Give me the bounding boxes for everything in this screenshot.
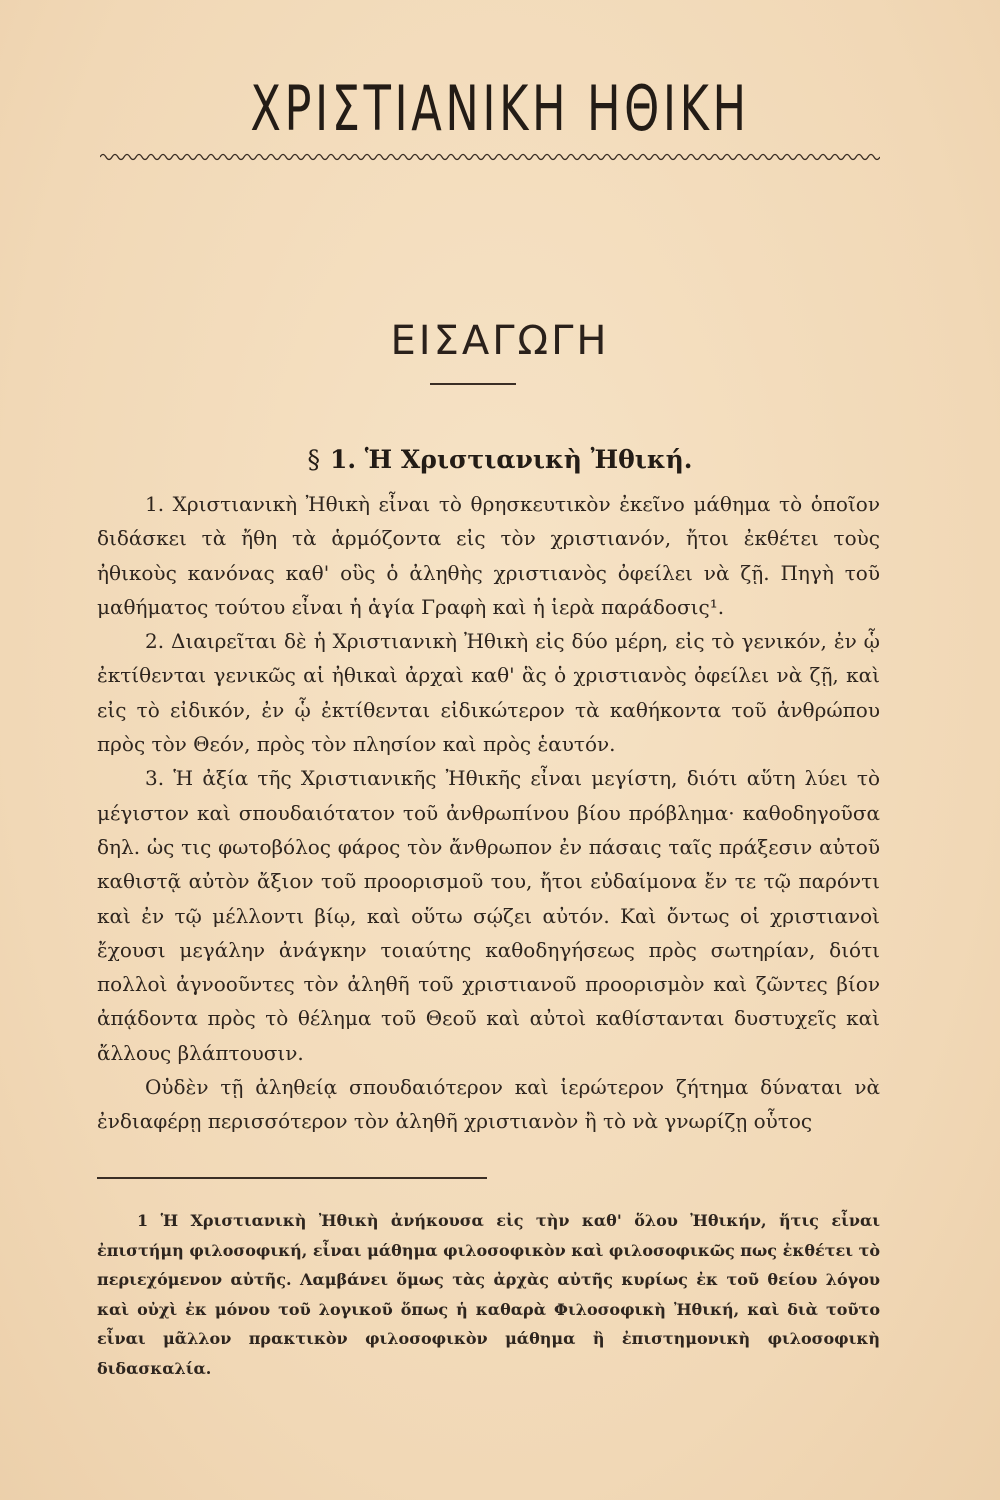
footnote-divider [97, 1177, 487, 1179]
footnote [97, 1206, 880, 1384]
page-title: ΧΡΙΣΤΙΑΝΙΚΗ ΗΘΙΚΗ [250, 72, 750, 145]
heading-divider [430, 383, 516, 385]
wavy-ornamental-rule [100, 150, 880, 164]
paragraph-1: 1. Χριστιανικὴ Ἠθικὴ εἶναι τὸ θρησκευτικὸν ἐκεῖνο μάθημα τὸ ὁποῖον διδάσκει τὰ ἤθη τὰ ἁρμόζοντα εἰς τὸν χριστιανόν, ἤτοι ἐκθέτει τοὺς ἠθικοὺς κανόνας καθ' οὓς ὁ ἀληθὴς χριστιανὸς ὀφείλει νὰ ζῇ. Πηγὴ τοῦ μαθήματος τούτου εἶναι ἡ ἁγία Γραφὴ καὶ ἡ ἱερὰ παράδοσις¹. [97, 492, 880, 619]
paragraph-2: 2. Διαιρεῖται δὲ ἡ Χριστιανικὴ Ἠθικὴ εἰς δύο μέρη, εἰς τὸ γενικόν, ἐν ᾧ ἐκτίθενται γενικῶς αἱ ἠθικαὶ ἀρχαὶ καθ' ἃς ὁ χριστιανὸς ὀφείλει νὰ ζῇ, καὶ εἰς τὸ εἰδικόν, ἐν ᾧ ἐκτίθενται εἰδικώτερον τὰ καθήκοντα τοῦ ἀνθρώπου πρὸς τὸν Θεόν, πρὸς τὸν πλησίον καὶ πρὸς ἑαυτόν. [97, 629, 880, 757]
paragraph-3: 3. Ἡ ἀξία τῆς Χριστιανικῆς Ἠθικῆς εἶναι μεγίστη, διότι αὕτη λύει τὸ μέγιστον καὶ σπουδαιότατον τοῦ ἀνθρωπίνου βίου πρόβλημα· καθοδηγοῦσα δηλ. ὡς τις φωτοβόλος φάρος τὸν ἄνθρωπον ἐν πάσαις ταῖς πράξεσιν αὐτοῦ καθιστᾷ αὐτὸν ἄξιον τοῦ προορισμοῦ του, ἤτοι εὐδαίμονα ἔν τε τῷ παρόντι καὶ ἐν τῷ μέλλοντι βίῳ, καὶ οὕτω σῴζει αὐτόν. Καὶ ὄντως οἱ χριστιανοὶ ἔχουσι μεγάλην ἀνάγκην τοιαύτης καθοδηγήσεως πρὸς σωτηρίαν, διότι πολλοὶ ἀγνοοῦντες τὸν ἀληθῆ τοῦ χριστιανοῦ προορισμὸν καὶ ζῶντες βίον ἀπᾴδοντα πρὸς τὸ θέλημα τοῦ Θεοῦ καὶ αὐτοὶ καθίστανται δυστυχεῖς καὶ ἄλλους βλάπτουσιν. [97, 766, 880, 1065]
subsection-heading [0, 445, 1000, 474]
subsection-title: 1. Ἡ Χριστιανικὴ Ἠθική. [329, 445, 693, 474]
section-symbol: § [307, 445, 320, 474]
paragraph-4: Οὐδὲν τῇ ἀληθείᾳ σπουδαιότερον καὶ ἱερώτερον ζήτημα δύναται νὰ ἐνδιαφέρῃ περισσότερον τὸν ἀληθῆ χριστιανὸν ἢ τὸ νὰ γνωρίζῃ οὗτος [97, 1075, 880, 1134]
section-heading: ΕΙΣΑΓΩΓΗ [390, 318, 610, 364]
body-text [97, 487, 880, 1139]
footnote-text: 1 Ἡ Χριστιανικὴ Ἠθικὴ ἀνήκουσα εἰς τὴν καθ' ὅλου Ἠθικήν, ἥτις εἶναι ἐπιστήμη φιλοσοφική, εἶναι μάθημα φιλοσοφικὸν καὶ φιλοσοφικῶς πως ἐκθέτει τὸ περιεχόμενον αὐτῆς. Λαμβάνει ὅμως τὰς ἀρχὰς αὐτῆς κυρίως ἐκ τοῦ θείου λόγου καὶ οὐχὶ ἐκ μόνου τοῦ λογικοῦ ὅπως ἡ καθαρὰ Φιλοσοφικὴ Ἠθική, καὶ διὰ τοῦτο εἶναι μᾶλλον πρακτικὸν φιλοσοφικὸν μάθημα ἢ ἐπιστημονικὴ φιλοσοφικὴ διδασκαλία. [97, 1211, 880, 1378]
